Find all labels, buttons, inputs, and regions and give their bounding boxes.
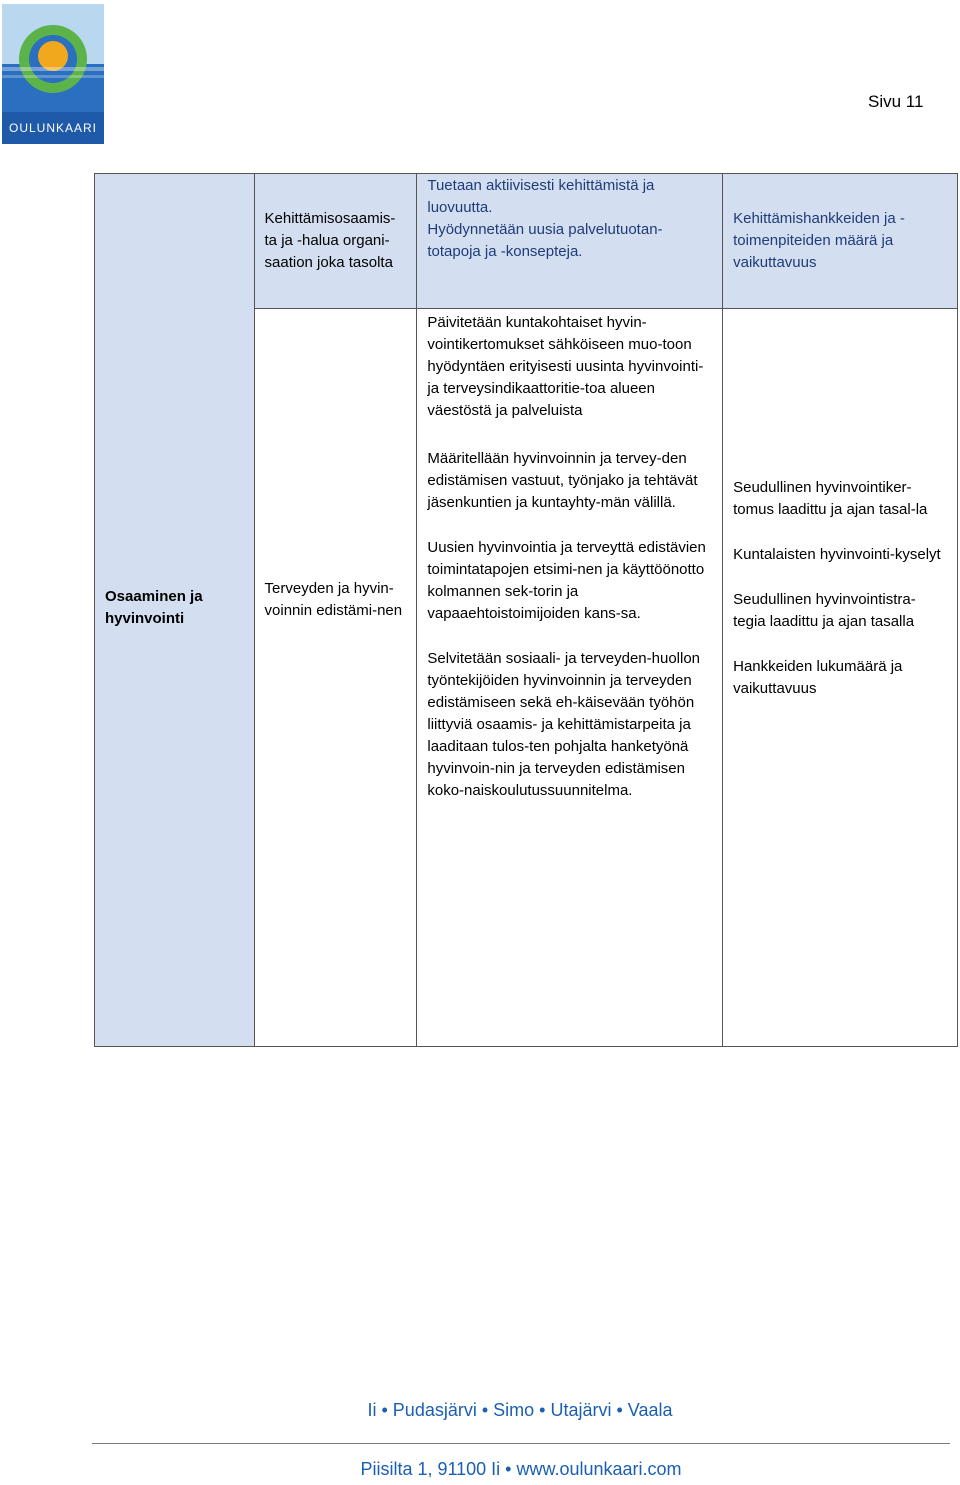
metric-text: Kehittämishankkeiden ja -toimenpiteiden määrä ja vaikuttavuus <box>733 210 905 271</box>
metric-text: Seudullinen hyvinvointistra-tegia laadittu ja ajan tasalla <box>733 591 916 630</box>
table-row <box>95 174 958 309</box>
metrics-cell <box>723 309 958 1047</box>
metric-text: Seudullinen hyvinvointiker-tomus laadittu ja ajan tasal-la <box>733 479 928 518</box>
actions-cell <box>417 309 723 1047</box>
action-text: Uusien hyvinvointia ja terveyttä edistävien toimintatapojen etsimi-nen ja käyttöönotto kolmannen sek-torin ja vapaaehtoistoimijoiden kans-sa. <box>427 539 706 622</box>
strategy-table <box>94 173 958 1047</box>
metric-cell <box>723 174 958 309</box>
footer-divider <box>92 1443 950 1444</box>
action-text: Hyödynnetään uusia palvelutuotan-totapoja ja -konsepteja. <box>427 221 663 260</box>
goal-text: Kehittämisosaamis-ta ja -halua organi-saation joka tasolta <box>264 210 396 271</box>
goal-cell <box>254 174 417 309</box>
logo-wordmark: OULUNKAARI <box>8 121 98 135</box>
goal-cell <box>254 309 417 1047</box>
metric-text: Kuntalaisten hyvinvointi-kyselyt <box>733 546 941 563</box>
footer-address: Piisilta 1, 91100 Ii • www.oulunkaari.com <box>360 1459 682 1479</box>
category-label: Osaaminen ja hyvinvointi <box>105 588 203 627</box>
action-text: Selvitetään sosiaali- ja terveyden-huollon työntekijöiden hyvinvoinnin ja terveyden edistämiseen sekä eh-käisevään työhön liittyviä osaamis- ja kehittämistarpeita ja laaditaan tulos-ten pohjalta hanketyönä hyvinvoin-nin ja terveyden edistämisen koko-naiskoulutussuunnitelma. <box>427 650 701 799</box>
category-cell <box>95 174 255 1047</box>
page-number: Sivu 11 <box>868 92 924 111</box>
action-text: Päivitetään kuntakohtaiset hyvin-vointikertomukset sähköiseen muo-toon hyödyntäen erityisesti uusinta hyvinvointi- ja terveysindikaattoritie-toa alueen väestöstä ja palveluista <box>427 314 704 419</box>
oulunkaari-logo <box>2 4 104 144</box>
footer-towns: Ii • Pudasjärvi • Simo • Utajärvi • Vaala <box>367 1400 673 1420</box>
action-text: Määritellään hyvinvoinnin ja tervey-den edistämisen vastuut, työnjako ja tehtävät jäsenkuntien ja kuntayhty-män välillä. <box>427 450 698 511</box>
metric-text: Hankkeiden lukumäärä ja vaikuttavuus <box>733 658 903 697</box>
action-text: Tuetaan aktiivisesti kehittämistä ja luovuutta. <box>427 177 655 216</box>
goal-text: Terveyden ja hyvin-voinnin edistämi-nen <box>264 580 403 619</box>
actions-cell <box>417 174 723 309</box>
